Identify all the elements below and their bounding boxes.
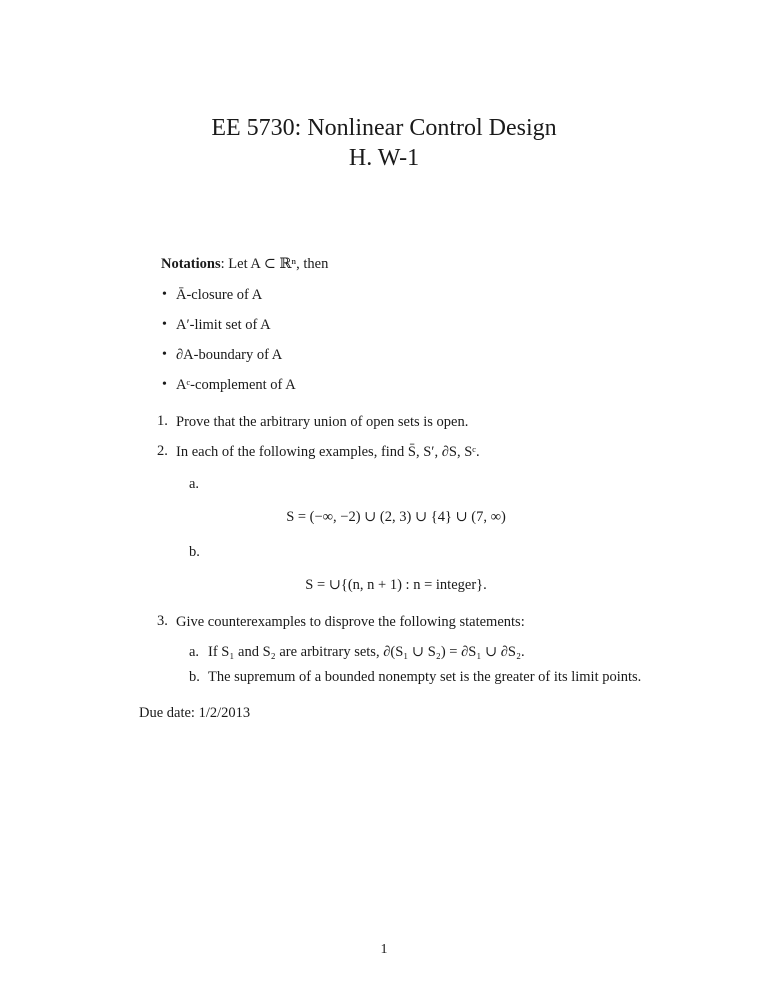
problem-number: 2.	[157, 443, 168, 459]
equation-a: S = (−∞, −2) ∪ (2, 3) ∪ {4} ∪ (7, ∞)	[286, 509, 506, 525]
page-number: 1	[380, 942, 388, 957]
notations-intro: : Let A ⊂ ℝⁿ, then	[220, 256, 329, 272]
part-label: b.	[189, 544, 200, 560]
bullet-icon: •	[162, 317, 167, 332]
problem-1-text: Prove that the arbitrary union of open sets is open.	[176, 414, 469, 430]
bullet-icon: •	[162, 377, 167, 392]
document-subtitle: H. W-1	[348, 145, 420, 171]
notations-line	[161, 255, 328, 273]
problem-number: 3.	[157, 613, 168, 629]
problem-3b-text: The supremum of a bounded nonempty set is the greater of its limit points.	[208, 669, 642, 685]
notation-item-boundary: ∂A-boundary of A	[176, 347, 283, 363]
part-label: b.	[189, 669, 200, 685]
bullet-icon: •	[162, 347, 167, 362]
problem-number: 1.	[157, 413, 168, 429]
part-label: a.	[189, 644, 200, 660]
equation-b: S = ∪{(n, n + 1) : n = integer}.	[305, 577, 487, 593]
notation-item-closure: Ā-closure of A	[176, 287, 263, 303]
problem-3-text: Give counterexamples to disprove the following statements:	[176, 614, 525, 630]
notations-label: Notations	[161, 256, 221, 272]
notation-item-limit-set: A′-limit set of A	[176, 317, 271, 333]
due-date: Due date: 1/2/2013	[139, 705, 251, 721]
part-label: a.	[189, 476, 200, 492]
bullet-icon: •	[162, 287, 167, 302]
document-title: EE 5730: Nonlinear Control Design	[211, 115, 557, 141]
problem-2-text: In each of the following examples, find S̄, S′, ∂S, Sᶜ.	[176, 444, 480, 460]
notation-item-complement: Aᶜ-complement of A	[176, 377, 296, 393]
problem-3a-text: If S₁ and S₂ are arbitrary sets, ∂(S₁ ∪ S₂) = ∂S₁ ∪ ∂S₂.	[208, 644, 525, 660]
